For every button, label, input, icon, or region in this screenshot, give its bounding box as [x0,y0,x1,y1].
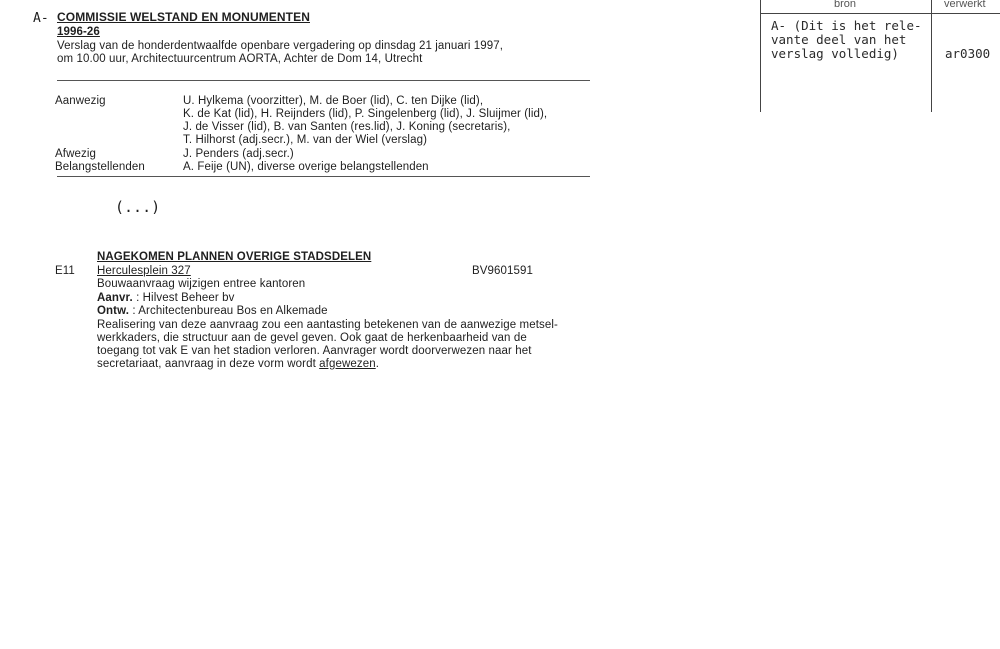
designer-row [97,305,328,318]
header-divider [57,80,590,81]
table-header-rule [760,13,1000,14]
report-subtitle-line-2: om 10.00 uur, Architectuurcentrum AORTA, Achter de Dom 14, Utrecht [57,53,423,65]
present-line-4: T. Hilhorst (adj.secr.), M. van der Wiel (verslag) [183,134,428,146]
body-line-2: werkkaders, die structuur aan de gevel geven. Ook gaat de herkenbaarheid van de [97,332,527,344]
present-line-3: J. de Visser (lid), B. van Santen (res.lid), J. Koning (secretaris), [183,121,511,133]
applicant-row [97,292,234,305]
applicant-label: Aanvr. [97,292,133,304]
column-header-verwerkt: verwerkt [944,0,986,10]
applicant-value: : Hilvest Beheer bv [136,292,235,304]
body-line-3: toegang tot vak E van het stadion verloren. Aanvrager wordt doorverwezen naar het [97,345,532,357]
source-note-line-1: A- (Dit is het rele- [771,18,922,33]
body-line-4 [97,358,379,371]
absent-label: Afwezig [55,148,96,160]
header-marker: A- [33,11,49,26]
present-line-1: U. Hylkema (voorzitter), M. de Boer (lid), C. ten Dijke (lid), [183,95,484,107]
present-label: Aanwezig [55,95,106,107]
processed-code: ar0300 [945,46,991,61]
designer-value: : Architectenbureau Bos en Alkemade [132,305,328,317]
designer-label: Ontw. [97,305,130,317]
table-border-left [760,0,761,112]
body-last-prefix: secretariaat, aanvraag in deze vorm wordt [97,358,320,370]
column-header-bron: bron [834,0,857,10]
item-request: Bouwaanvraag wijzigen entree kantoren [97,278,306,290]
section-title: NAGEKOMEN PLANNEN OVERIGE STADSDELEN [97,251,372,263]
item-code: E11 [55,265,75,277]
attendance-divider [57,176,590,177]
body-line-1: Realisering van deze aanvraag zou een aantasting betekenen van de aanwezige metsel- [97,319,558,331]
source-note-line-2: vante deel van het [771,32,907,47]
absent-value: J. Penders (adj.secr.) [183,148,294,160]
present-line-2: K. de Kat (lid), H. Reijnders (lid), P. Singelenberg (lid), J. Sluijmer (lid), [183,108,548,120]
table-border-middle [931,0,932,112]
decision-rejected: afgewezen [319,358,376,370]
report-subtitle-line-1: Verslag van de honderdentwaalfde openbare vergadering op dinsdag 21 januari 1997, [57,40,504,52]
item-address: Herculesplein 327 [97,265,191,277]
committee-title: COMMISSIE WELSTAND EN MONUMENTEN [57,10,310,24]
stakeholders-value: A. Feije (UN), diverse overige belangstellenden [183,161,429,173]
body-last-suffix: . [375,358,379,370]
item-reference: BV9601591 [472,265,534,277]
omission-ellipsis: (...) [115,198,161,216]
source-note-line-3: verslag volledig) [771,46,899,61]
stakeholders-label: Belangstellenden [55,161,145,173]
report-number: 1996-26 [57,26,100,38]
